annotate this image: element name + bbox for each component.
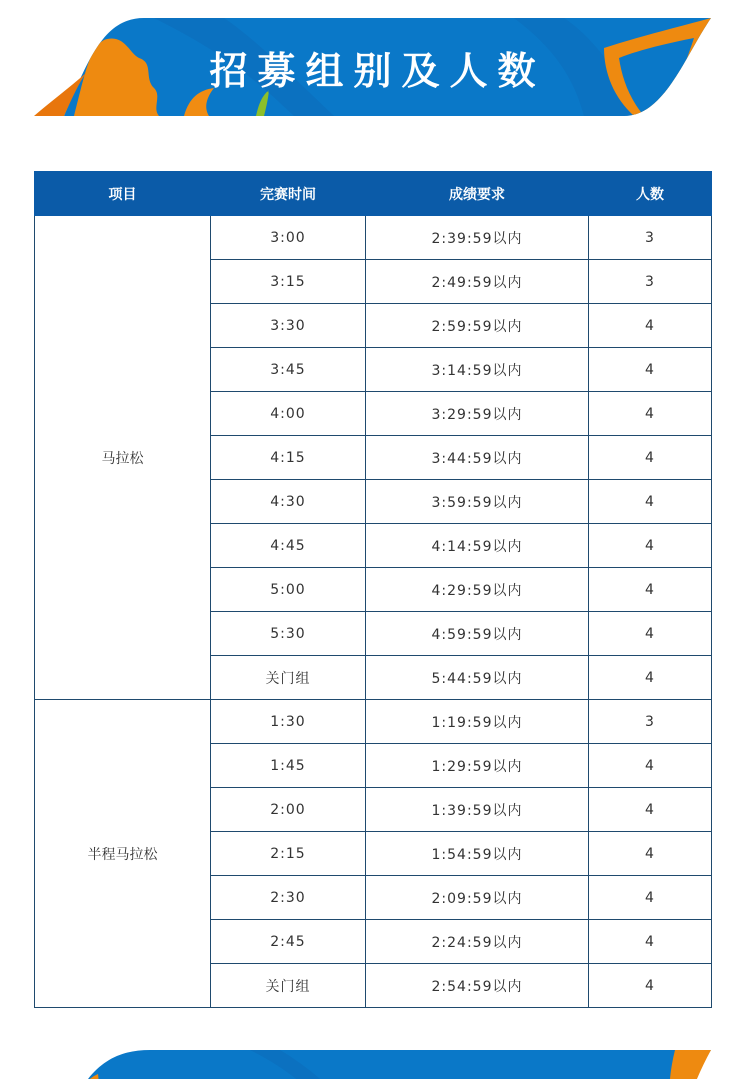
requirement-cell: 4:29:59以内 <box>366 568 589 612</box>
count-cell: 3 <box>589 700 712 744</box>
finish-time-cell: 3:30 <box>211 304 366 348</box>
requirement-cell: 3:14:59以内 <box>366 348 589 392</box>
requirement-cell: 1:54:59以内 <box>366 832 589 876</box>
finish-time-cell: 1:45 <box>211 744 366 788</box>
requirement-cell: 2:09:59以内 <box>366 876 589 920</box>
table-header-row <box>35 172 712 216</box>
column-header-requirement: 成绩要求 <box>366 172 589 216</box>
footer-banner <box>70 1050 711 1079</box>
requirement-cell: 1:19:59以内 <box>366 700 589 744</box>
requirement-cell: 2:54:59以内 <box>366 964 589 1008</box>
table-row <box>35 216 712 260</box>
requirement-cell: 1:39:59以内 <box>366 788 589 832</box>
count-cell: 4 <box>589 304 712 348</box>
finish-time-cell: 4:30 <box>211 480 366 524</box>
count-cell: 4 <box>589 392 712 436</box>
count-cell: 4 <box>589 436 712 480</box>
finish-time-cell: 4:00 <box>211 392 366 436</box>
page-title: 招募组别及人数 <box>209 48 546 93</box>
finish-time-cell: 1:30 <box>211 700 366 744</box>
column-header-item: 项目 <box>35 172 211 216</box>
finish-time-cell: 2:00 <box>211 788 366 832</box>
count-cell: 3 <box>589 260 712 304</box>
finish-time-cell: 关门组 <box>211 656 366 700</box>
count-cell: 4 <box>589 480 712 524</box>
recruitment-table-container <box>34 171 711 1008</box>
column-header-finish-time: 完赛时间 <box>211 172 366 216</box>
finish-time-cell: 4:45 <box>211 524 366 568</box>
requirement-cell: 2:24:59以内 <box>366 920 589 964</box>
finish-time-cell: 3:00 <box>211 216 366 260</box>
count-cell: 4 <box>589 788 712 832</box>
header-banner <box>34 18 711 116</box>
count-cell: 4 <box>589 876 712 920</box>
requirement-cell: 3:59:59以内 <box>366 480 589 524</box>
requirement-cell: 3:29:59以内 <box>366 392 589 436</box>
finish-time-cell: 2:30 <box>211 876 366 920</box>
finish-time-cell: 4:15 <box>211 436 366 480</box>
requirement-cell: 5:44:59以内 <box>366 656 589 700</box>
requirement-cell: 2:39:59以内 <box>366 216 589 260</box>
finish-time-cell: 5:00 <box>211 568 366 612</box>
finish-time-cell: 2:15 <box>211 832 366 876</box>
requirement-cell: 4:59:59以内 <box>366 612 589 656</box>
requirement-cell: 1:29:59以内 <box>366 744 589 788</box>
finish-time-cell: 2:45 <box>211 920 366 964</box>
finish-time-cell: 关门组 <box>211 964 366 1008</box>
count-cell: 4 <box>589 524 712 568</box>
count-cell: 4 <box>589 656 712 700</box>
count-cell: 4 <box>589 744 712 788</box>
requirement-cell: 3:44:59以内 <box>366 436 589 480</box>
requirement-cell: 2:59:59以内 <box>366 304 589 348</box>
requirement-cell: 2:49:59以内 <box>366 260 589 304</box>
count-cell: 4 <box>589 348 712 392</box>
count-cell: 4 <box>589 568 712 612</box>
count-cell: 4 <box>589 920 712 964</box>
finish-time-cell: 3:45 <box>211 348 366 392</box>
column-header-count: 人数 <box>589 172 712 216</box>
recruitment-table <box>34 171 712 1008</box>
count-cell: 3 <box>589 216 712 260</box>
footer-banner-decoration <box>70 1050 711 1079</box>
count-cell: 4 <box>589 832 712 876</box>
group-name-cell: 马拉松 <box>35 216 211 700</box>
count-cell: 4 <box>589 612 712 656</box>
count-cell: 4 <box>589 964 712 1008</box>
group-name-cell: 半程马拉松 <box>35 700 211 1008</box>
finish-time-cell: 5:30 <box>211 612 366 656</box>
table-row <box>35 700 712 744</box>
requirement-cell: 4:14:59以内 <box>366 524 589 568</box>
finish-time-cell: 3:15 <box>211 260 366 304</box>
